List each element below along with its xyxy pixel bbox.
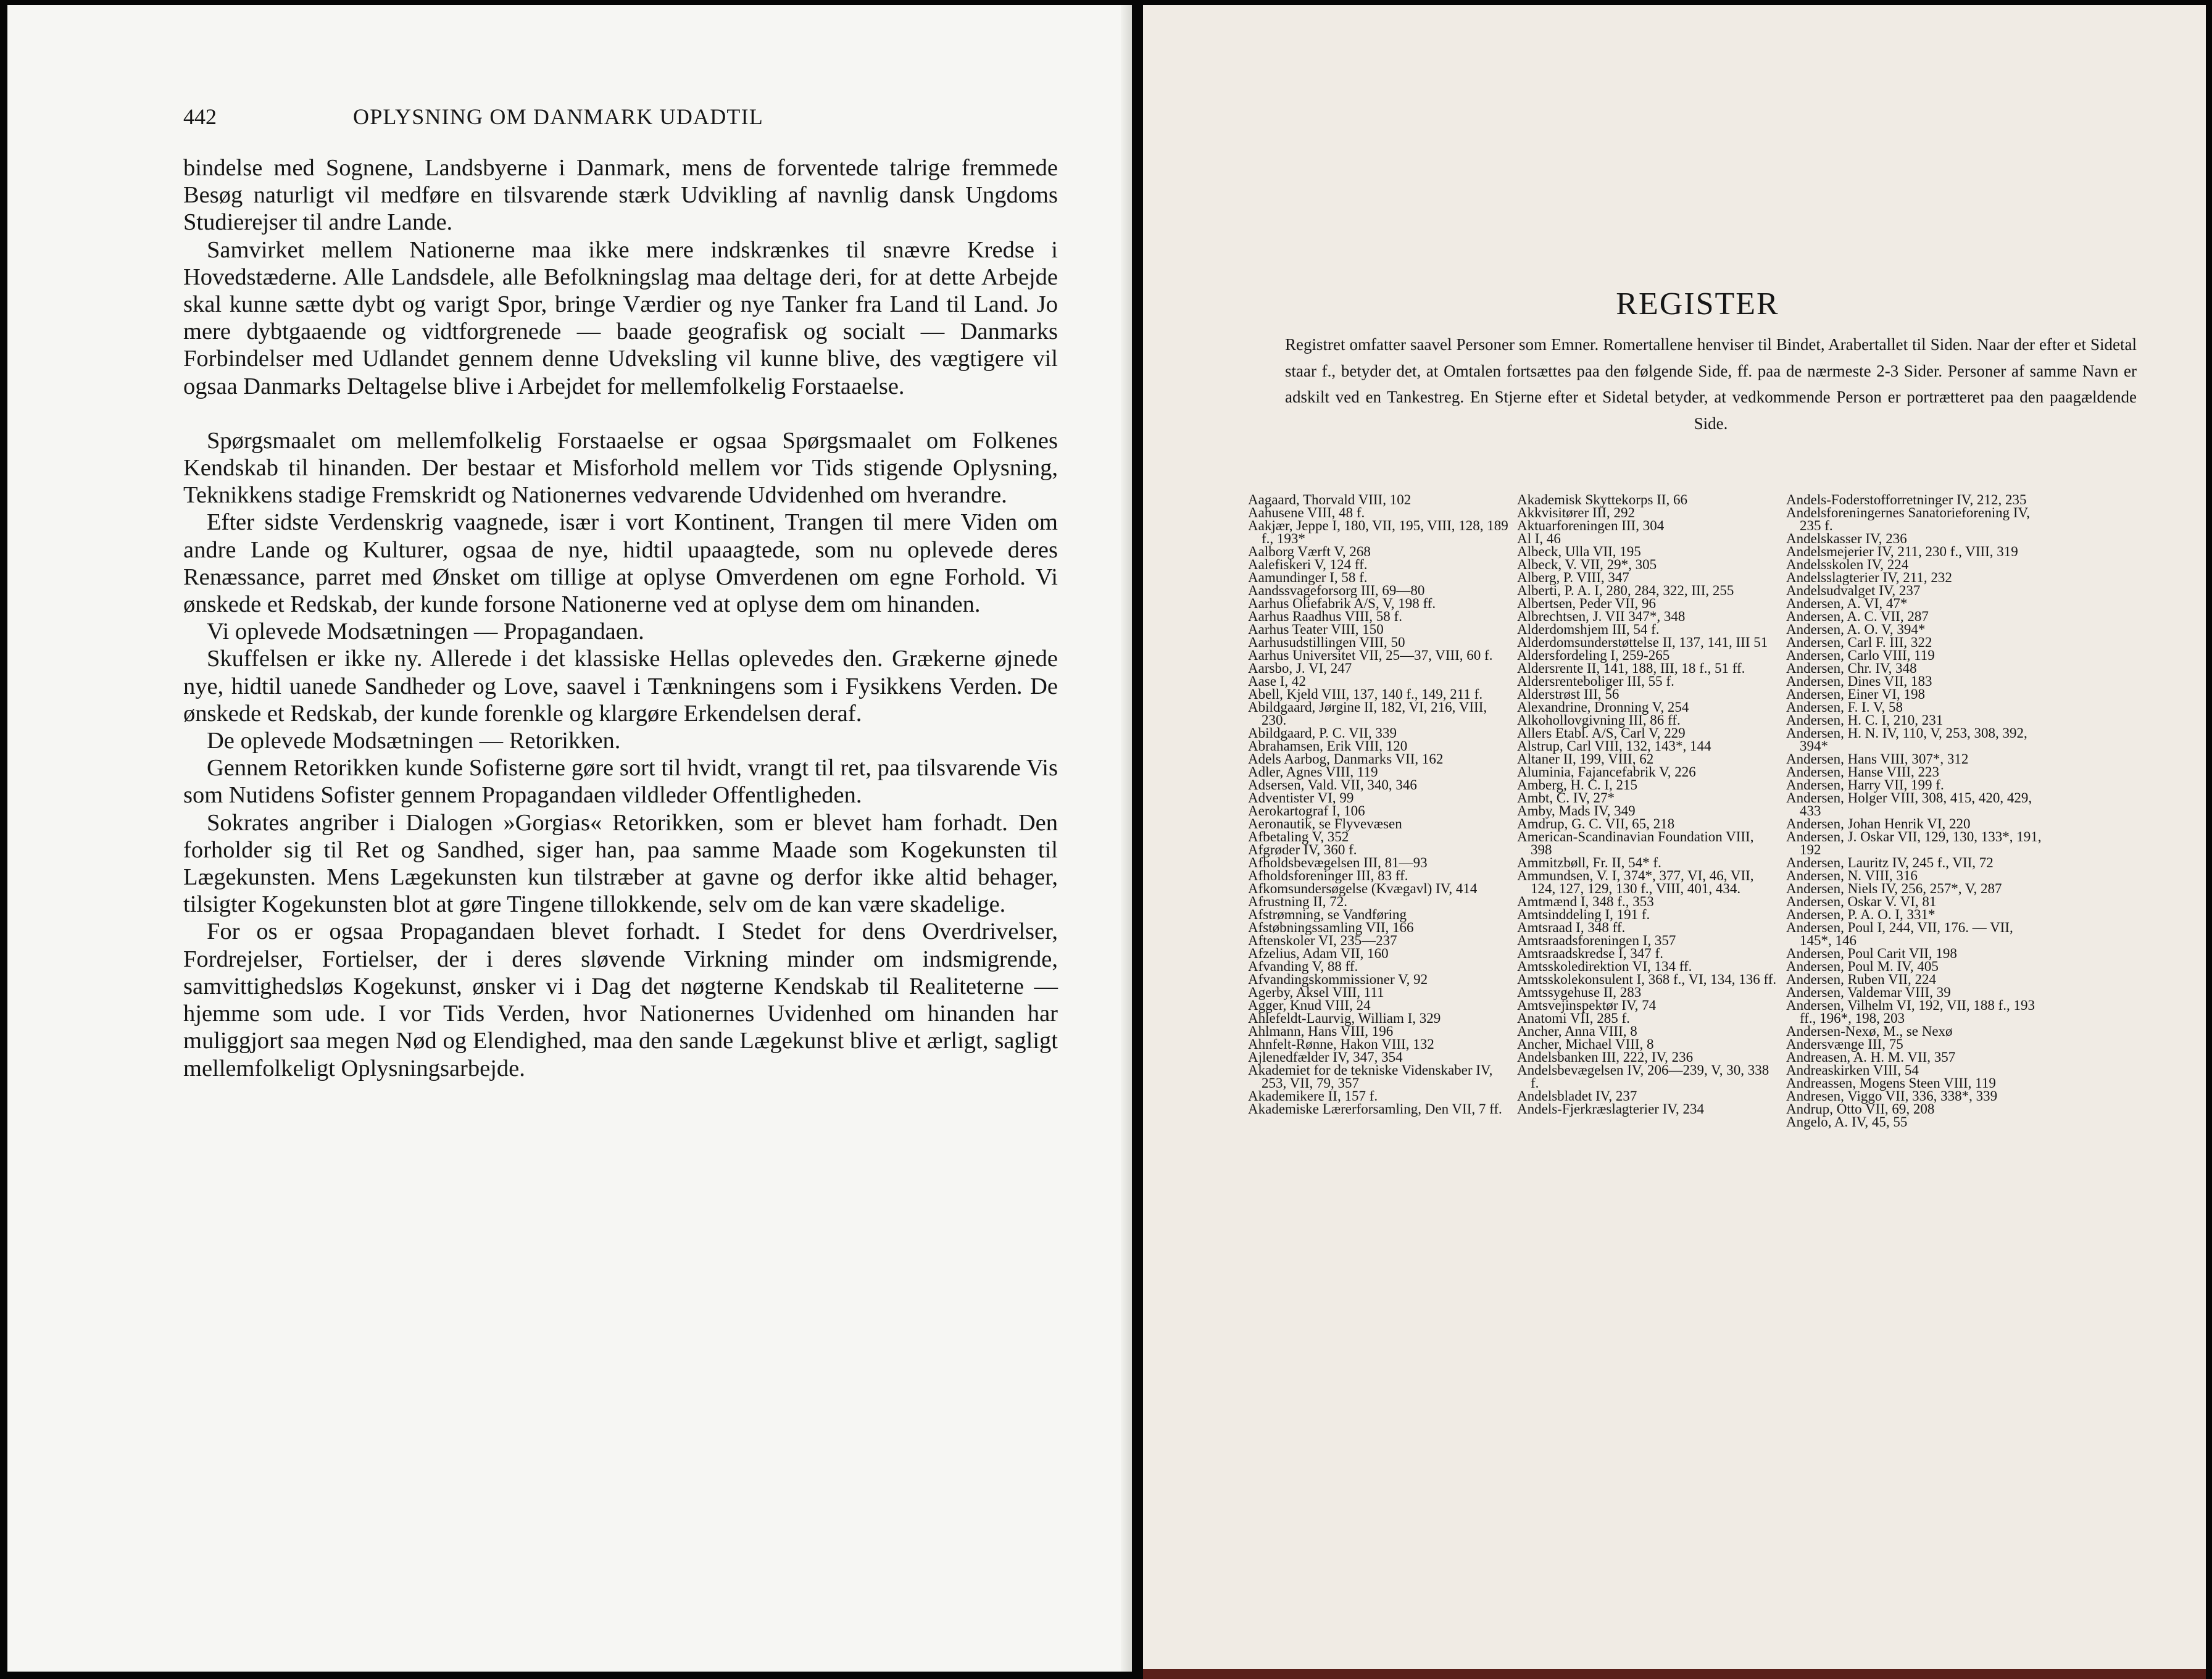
register-entry: Adventister VI, 99 bbox=[1248, 790, 1354, 806]
register-entry: Ammitzbøll, Fr. II, 54* f. bbox=[1517, 855, 1661, 870]
register-entry: Andersen, Holger VIII, 308, 415, 420, 429, 433 bbox=[1786, 790, 2032, 819]
register-entry: Amtssygehuse II, 283 bbox=[1517, 985, 1642, 1000]
register-entry: Andersen, Einer VI, 198 bbox=[1786, 686, 1926, 702]
register-entry: Akademiske Lærerforsamling, Den VII, 7 ff. bbox=[1248, 1101, 1502, 1117]
register-entry: Ancher, Michael VIII, 8 bbox=[1517, 1036, 1654, 1052]
register-entry: Amtsinddeling I, 191 f. bbox=[1517, 907, 1650, 922]
register-entry: Afzelius, Adam VII, 160 bbox=[1248, 946, 1389, 961]
register-entry: Andersen, Niels IV, 256, 257*, V, 287 bbox=[1786, 881, 2002, 896]
register-entry: Amtmænd I, 348 f., 353 bbox=[1517, 894, 1654, 909]
register-entry: Alberg, P. VIII, 347 bbox=[1517, 570, 1629, 585]
register-entry: Andersen, Poul Carit VII, 198 bbox=[1786, 946, 1957, 961]
register-title: REGISTER bbox=[1616, 286, 1779, 322]
register-entry: Andersen, Hanse VIII, 223 bbox=[1786, 764, 1940, 780]
register-entry: Andersen, Valdemar VIII, 39 bbox=[1786, 985, 1951, 1000]
register-entry: Adsersen, Vald. VII, 340, 346 bbox=[1248, 777, 1417, 793]
register-entry: Alkohollovgivning III, 86 ff. bbox=[1517, 712, 1681, 728]
register-entry: Andersen, Oskar V. VI, 81 bbox=[1786, 894, 1937, 909]
register-entry: Akademikere II, 157 f. bbox=[1248, 1088, 1378, 1104]
register-entry: Andreassen, Mogens Steen VIII, 119 bbox=[1786, 1075, 1996, 1091]
register-entry: Aalborg Værft V, 268 bbox=[1248, 544, 1371, 559]
register-entry: Amtsskoledirektion VI, 134 ff. bbox=[1517, 959, 1692, 974]
register-entry: Afstøbningssamling VII, 166 bbox=[1248, 920, 1414, 935]
register-entry: Aftenskoler VI, 235—237 bbox=[1248, 933, 1397, 948]
register-entry: Albrechtsen, J. VII 347*, 348 bbox=[1517, 609, 1686, 624]
register-entry: Abildgaard, P. C. VII, 339 bbox=[1248, 725, 1397, 741]
register-entry: Andelsbevægelsen IV, 206—239, V, 30, 338 f. bbox=[1517, 1062, 1769, 1091]
paragraph: De oplevede Modsætningen — Retorikken. bbox=[207, 728, 621, 754]
register-entry: Albertsen, Peder VII, 96 bbox=[1517, 596, 1657, 611]
register-entry: Andersvænge III, 75 bbox=[1786, 1036, 1903, 1052]
register-entry: Akademisk Skyttekorps II, 66 bbox=[1517, 492, 1687, 507]
register-entry: Alexandrine, Dronning V, 254 bbox=[1517, 699, 1689, 715]
page-number: 442 bbox=[183, 104, 217, 129]
register-entry: Aarhus Oliefabrik A/S, V, 198 ff. bbox=[1248, 596, 1436, 611]
register-entry: Afholdsforeninger III, 83 ff. bbox=[1248, 868, 1408, 883]
register-entry: Andersen, F. I. V, 58 bbox=[1786, 699, 1903, 715]
register-entry: Ahlmann, Hans VIII, 196 bbox=[1248, 1023, 1394, 1039]
register-entry: Ahnfelt-Rønne, Hakon VIII, 132 bbox=[1248, 1036, 1434, 1052]
register-entry: Adels Aarbog, Danmarks VII, 162 bbox=[1248, 751, 1444, 767]
paragraph: Skuffelsen er ikke ny. Allerede i det klassiske Hellas oplevedes den. Grækerne øjnede nye, hidtil uanede Sandheder og Love, saavel i Tænkningens som i Fysikkens Verden. De ønskede et Redskab, der kunde forenkle og klargøre Erkendelsen deraf. bbox=[183, 646, 1058, 727]
register-entry: American-Scandinavian Foundation VIII, 398 bbox=[1517, 829, 1754, 857]
register-entry: Afvandingskommissioner V, 92 bbox=[1248, 972, 1428, 987]
register-entry: Andersen, Dines VII, 183 bbox=[1786, 673, 1932, 689]
register-entry: Andersen, P. A. O. I, 331* bbox=[1786, 907, 1936, 922]
register-entry: Aldersfordeling I, 259-265 bbox=[1517, 648, 1670, 663]
register-entry: Amdrup, G. C. VII, 65, 218 bbox=[1517, 816, 1675, 831]
register-entry: Andreaskirken VIII, 54 bbox=[1786, 1062, 1919, 1078]
register-entry: Andersen, A. O. V, 394* bbox=[1786, 622, 1926, 637]
register-entry: Andelsskolen IV, 224 bbox=[1786, 557, 1909, 572]
register-entry: Andersen, Ruben VII, 224 bbox=[1786, 972, 1936, 987]
register-entry: Afrustning II, 72. bbox=[1248, 894, 1347, 909]
register-entry: Afstrømning, se Vandføring bbox=[1248, 907, 1407, 922]
register-entry: Alderdomshjem III, 54 f. bbox=[1517, 622, 1660, 637]
register-entry: Andersen, J. Oskar VII, 129, 130, 133*, 191, 192 bbox=[1786, 829, 2042, 857]
register-entry: Andersen-Nexø, M., se Nexø bbox=[1786, 1023, 1953, 1039]
register-columns bbox=[1248, 493, 2147, 1128]
register-entry: Andersen, A. VI, 47* bbox=[1786, 596, 1908, 611]
register-entry: Aalefiskeri V, 124 ff. bbox=[1248, 557, 1368, 572]
register-entry: Alstrup, Carl VIII, 132, 143*, 144 bbox=[1517, 738, 1711, 754]
book-edge bbox=[1143, 1669, 2206, 1679]
paragraph: bindelse med Sognene, Landsbyerne i Danmark, mens de forventede talrige fremmede Besøg naturligt vil medføre en tilsvarende stærk Udvikling af navnlig dansk Ungdoms Studierejser til andre Lande. bbox=[183, 155, 1058, 236]
register-entry: Alderstrøst III, 56 bbox=[1517, 686, 1620, 702]
register-entry: Ahlefeldt-Laurvig, William I, 329 bbox=[1248, 1010, 1441, 1026]
register-entry: Aarsbo, J. VI, 247 bbox=[1248, 660, 1352, 676]
register-entry: Andersen, Johan Henrik VI, 220 bbox=[1786, 816, 1971, 831]
register-entry: Andersen, Poul M. IV, 405 bbox=[1786, 959, 1939, 974]
register-entry: Adler, Agnes VIII, 119 bbox=[1248, 764, 1378, 780]
register-entry: Aktuarforeningen III, 304 bbox=[1517, 518, 1665, 533]
paragraph: For os er ogsaa Propagandaen blevet forhadt. I Stedet for dens Overdrivelser, Fordrejelser, Fortielser, der i deres sløvende Virkning minder om indsmigrende, samvittighedsløs Kogekunst, ønsker vi i Dag det nøgterne Kendskab til Realiteterne — hjemme som ude. I vor Tids Verden, hvor Nationernes Uvidenhed om hinanden har muliggjort saa megen Nød og Elendighed, maa den sande Lægekunst blive et ærligt, sagligt mellemfolkeligt Oplysningsarbejde. bbox=[183, 919, 1058, 1081]
register-entry: Akademiet for de tekniske Videnskaber IV, 253, VII, 79, 357 bbox=[1248, 1062, 1493, 1091]
register-entry: Aandssvageforsorg III, 69—80 bbox=[1248, 583, 1425, 598]
register-entry: Afholdsbevægelsen III, 81—93 bbox=[1248, 855, 1428, 870]
register-entry: Andersen, Harry VII, 199 f. bbox=[1786, 777, 1944, 793]
register-entry: Andelsmejerier IV, 211, 230 f., VIII, 319 bbox=[1786, 544, 2018, 559]
register-entry: Afkomsundersøgelse (Kvægavl) IV, 414 bbox=[1248, 881, 1478, 896]
register-entry: Andels-Fjerkræslagterier IV, 234 bbox=[1517, 1101, 1704, 1117]
register-entry: Andersen, H. N. IV, 110, V, 253, 308, 392, 394* bbox=[1786, 725, 2027, 754]
register-entry: Abrahamsen, Erik VIII, 120 bbox=[1248, 738, 1408, 754]
register-column bbox=[1786, 493, 2047, 1128]
register-entry: Alderdomsunderstøttelse II, 137, 141, III 51 bbox=[1517, 635, 1768, 650]
register-entry: Aamundinger I, 58 f. bbox=[1248, 570, 1368, 585]
register-entry: Andelsudvalget IV, 237 bbox=[1786, 583, 1921, 598]
register-entry: Andreasen, A. H. M. VII, 357 bbox=[1786, 1049, 1956, 1065]
register-entry: Altaner II, 199, VIII, 62 bbox=[1517, 751, 1654, 767]
register-entry: Agger, Knud VIII, 24 bbox=[1248, 998, 1371, 1013]
register-entry: Andersen, Poul I, 244, VII, 176. — VII, 145*, 146 bbox=[1786, 920, 2013, 948]
register-entry: Afbetaling V, 352 bbox=[1248, 829, 1349, 844]
register-entry: Andersen, Vilhelm VI, 192, VII, 188 f., 193 ff., 196*, 198, 203 bbox=[1786, 998, 2035, 1026]
paragraph: Gennem Retorikken kunde Sofisterne gøre sort til hvidt, vrangt til ret, paa tilsvarende Vis som Nutidens Sofister gennem Propagandaen vildleder Offentligheden. bbox=[183, 755, 1058, 809]
register-entry: Aerokartograf I, 106 bbox=[1248, 803, 1365, 819]
register-entry: Abildgaard, Jørgine II, 182, VI, 216, VIII, 230. bbox=[1248, 699, 1487, 728]
page-fold-shadow bbox=[1121, 5, 1132, 1672]
left-page bbox=[7, 5, 1132, 1672]
register-entry: Andersen, Carl F. III, 322 bbox=[1786, 635, 1932, 650]
body-text bbox=[183, 154, 1058, 1082]
register-entry: Amby, Mads IV, 349 bbox=[1517, 803, 1636, 819]
register-entry: Andersen, Lauritz IV, 245 f., VII, 72 bbox=[1786, 855, 1994, 870]
register-entry: Aase I, 42 bbox=[1248, 673, 1306, 689]
paragraph: Samvirket mellem Nationerne maa ikke mere indskrænkes til snævre Kredse i Hovedstæderne. Alle Landsdele, alle Befolkningslag maa deltage deri, for at dette Arbejde skal kunne sætte dybt og varigt Spor, bringe Værdier og nye Tanker fra Land til Land. Jo mere dybtgaaende og vidtforgrenede — baade geografisk og socialt — Danmarks Forbindelser med Udlandet gennem denne Udveksling vil kunne blive, des vægtigere vil ogsaa Danmarks Deltagelse blive i Arbejdet for mellemfolkelig Forstaaelse. bbox=[183, 236, 1058, 399]
register-entry: Aldersrente II, 141, 188, III, 18 f., 51 ff. bbox=[1517, 660, 1745, 676]
register-entry: Andersen, Chr. IV, 348 bbox=[1786, 660, 1917, 676]
register-entry: Andersen, Hans VIII, 307*, 312 bbox=[1786, 751, 1969, 767]
register-entry: Aarhusudstillingen VIII, 50 bbox=[1248, 635, 1405, 650]
running-title: OPLYSNING OM DANMARK UDADTIL bbox=[353, 104, 763, 129]
register-entry: Ammundsen, V. I, 374*, 377, VI, 46, VII, 124, 127, 129, 130 f., VIII, 401, 434. bbox=[1517, 868, 1754, 896]
register-entry: Aluminia, Fajancefabrik V, 226 bbox=[1517, 764, 1696, 780]
register-entry: Al I, 46 bbox=[1517, 531, 1561, 546]
register-entry: Aeronautik, se Flyvevæsen bbox=[1248, 816, 1402, 831]
register-entry: Ajlenedfælder IV, 347, 354 bbox=[1248, 1049, 1403, 1065]
register-entry: Amtsraadsforeningen I, 357 bbox=[1517, 933, 1676, 948]
register-entry: Abell, Kjeld VIII, 137, 140 f., 149, 211 f. bbox=[1248, 686, 1483, 702]
register-column bbox=[1517, 493, 1778, 1128]
register-entry: Afgrøder IV, 360 f. bbox=[1248, 842, 1357, 857]
register-entry: Andelsslagterier IV, 211, 232 bbox=[1786, 570, 1952, 585]
register-entry: Aagaard, Thorvald VIII, 102 bbox=[1248, 492, 1412, 507]
register-column bbox=[1248, 493, 1508, 1128]
register-entry: Aahusene VIII, 48 f. bbox=[1248, 505, 1365, 520]
register-entry: Andrup, Otto VII, 69, 208 bbox=[1786, 1101, 1935, 1117]
register-entry: Anatomi VII, 285 f. bbox=[1517, 1010, 1630, 1026]
register-entry: Aarhus Teater VIII, 150 bbox=[1248, 622, 1384, 637]
register-entry: Albeck, V. VII, 29*, 305 bbox=[1517, 557, 1657, 572]
running-header bbox=[183, 104, 1058, 141]
register-entry: Amtsraadskredse I, 347 f. bbox=[1517, 946, 1663, 961]
register-entry: Aarhus Universitet VII, 25—37, VIII, 60 f. bbox=[1248, 648, 1493, 663]
right-page bbox=[1143, 5, 2206, 1672]
register-entry: Amtsvejinspektør IV, 74 bbox=[1517, 998, 1657, 1013]
register-entry: Andelskasser IV, 236 bbox=[1786, 531, 1907, 546]
register-entry: Ambt, C. IV, 27* bbox=[1517, 790, 1615, 806]
register-entry: Andersen, Carlo VIII, 119 bbox=[1786, 648, 1935, 663]
register-entry: Andelsbladet IV, 237 bbox=[1517, 1088, 1637, 1104]
register-entry: Aarhus Raadhus VIII, 58 f. bbox=[1248, 609, 1402, 624]
register-entry: Amtsskolekonsulent I, 368 f., VI, 134, 136 ff. bbox=[1517, 972, 1777, 987]
register-entry: Andelsforeningernes Sanatorieforening IV, 235 f. bbox=[1786, 505, 2030, 533]
register-entry: Amberg, H. C. I, 215 bbox=[1517, 777, 1638, 793]
register-entry: Andresen, Viggo VII, 336, 338*, 339 bbox=[1786, 1088, 1998, 1104]
paragraph: Vi oplevede Modsætningen — Propagandaen. bbox=[207, 619, 644, 645]
paragraph: Sokrates angriber i Dialogen »Gorgias« Retorikken, som er blevet ham forhadt. Den forholder sig til Ret og Sandhed, siger han, paa samme Maade som Kogekunsten til Lægekunsten. Mens Lægekunsten kun tilstræber at gavne og derfor ikke altid behager, tilsigter Kogekunsten blot at gøre Tingene tillokkende, selv om de kan være skadelige. bbox=[183, 809, 1058, 918]
register-entry: Allers Etabl. A/S, Carl V, 229 bbox=[1517, 725, 1686, 741]
register-entry: Andersen, A. C. VII, 287 bbox=[1786, 609, 1929, 624]
register-entry: Andelsbanken III, 222, IV, 236 bbox=[1517, 1049, 1694, 1065]
register-entry: Angelo, A. IV, 45, 55 bbox=[1786, 1114, 1908, 1130]
register-entry: Aldersrenteboliger III, 55 f. bbox=[1517, 673, 1674, 689]
register-entry: Ancher, Anna VIII, 8 bbox=[1517, 1023, 1637, 1039]
register-intro: Registret omfatter saavel Personer som Emner. Romertallene henviser til Bindet, Arabertallet til Siden. Naar der efter et Sidetal staar f., betyder det, at Omtalen fortsættes paa den følgende Side, ff. paa de nærmeste 2-3 Sider. Personer af samme Navn er adskilt ved en Tankestreg. En Stjerne efter et Sidetal betyder, at vedkommende Person er portrætteret paa den paagældende Side. bbox=[1285, 335, 2137, 433]
register-entry: Afvanding V, 88 ff. bbox=[1248, 959, 1358, 974]
register-entry: Albeck, Ulla VII, 195 bbox=[1517, 544, 1641, 559]
register-entry: Aakjær, Jeppe I, 180, VII, 195, VIII, 128, 189 f., 193* bbox=[1248, 518, 1508, 546]
paragraph: Spørgsmaalet om mellemfolkelig Forstaaelse er ogsaa Spørgsmaalet om Folkenes Kendskab til hinanden. Der bestaar et Misforhold mellem vor Tids stigende Oplysning, Teknikkens stadige Fremskridt og Nationernes vedvarende Udvidenhed om hverandre. bbox=[183, 427, 1058, 509]
register-entry: Andersen, H. C. I, 210, 231 bbox=[1786, 712, 1944, 728]
register-entry: Alberti, P. A. I, 280, 284, 322, III, 255 bbox=[1517, 583, 1734, 598]
paragraph: Efter sidste Verdenskrig vaagnede, især i vort Kontinent, Trangen til mere Viden om andre Lande og Kulturer, ogsaa de nye, hidtil upaaagtede, som nu oplevede deres Renæssance, parret med Ønsket om tillige at oplyse Omverdenen om egne Forhold. Vi ønskede et Redskab, der kunde forsone Nationerne ved at oplyse dem om hinanden. bbox=[183, 509, 1058, 618]
register-entry: Akkvisitører III, 292 bbox=[1517, 505, 1635, 520]
register-entry: Andersen, N. VIII, 316 bbox=[1786, 868, 1918, 883]
register-entry: Amtsraad I, 348 ff. bbox=[1517, 920, 1626, 935]
register-entry: Andels-Foderstofforretninger IV, 212, 235 bbox=[1786, 492, 2027, 507]
register-entry: Agerby, Aksel VIII, 111 bbox=[1248, 985, 1384, 1000]
